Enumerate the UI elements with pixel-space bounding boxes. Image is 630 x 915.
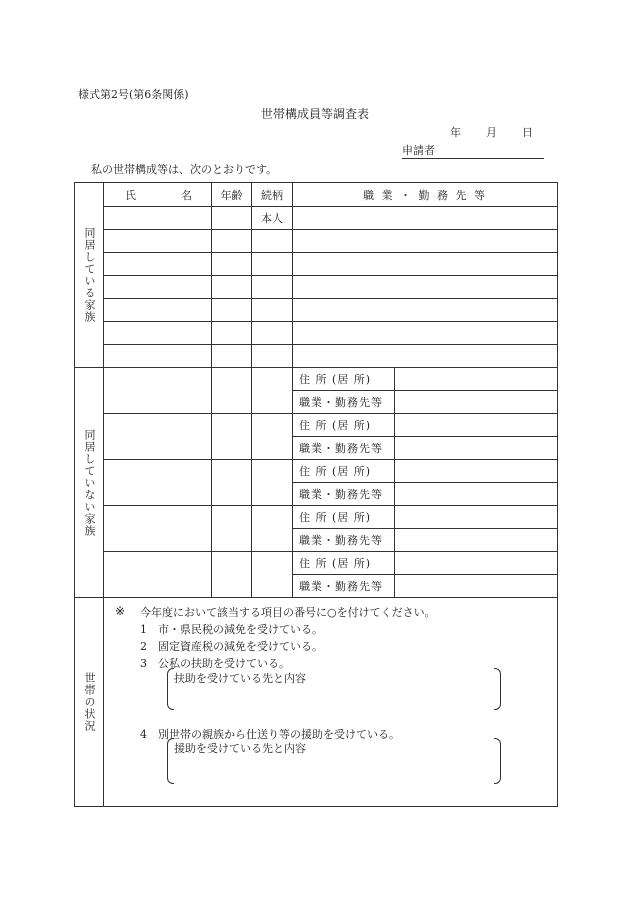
form-number: 様式第2号(第6条関係) [78,88,189,101]
cohab-relation-cell[interactable] [252,299,293,322]
item3-box-label: 扶助を受けている先と内容 [174,672,306,685]
noncohab-relation-cell[interactable] [252,506,293,552]
address-cell[interactable] [395,460,558,483]
note-mark: ※ [115,604,126,618]
item4-box-field[interactable] [174,758,490,778]
address-label: 住 所 (居 所) [293,460,395,483]
occupation-label: 職業・勤務先等 [293,391,395,414]
cohab-occupation-cell[interactable] [293,299,558,322]
status-item-1[interactable]: 1 市・県民税の減免を受けている。 [140,623,323,636]
cohab-relation-cell[interactable] [252,230,293,253]
item4-bracket-right [494,738,501,784]
cohab-name-cell[interactable] [104,253,212,276]
occupation-label: 職業・勤務先等 [293,575,395,598]
occupation-label: 職業・勤務先等 [293,483,395,506]
item4-bracket-left [167,738,174,784]
address-cell[interactable] [395,414,558,437]
noncohab-name-cell[interactable] [104,368,212,414]
page-title: 世帯構成員等調査表 [261,107,370,121]
noncohab-relation-cell[interactable] [252,552,293,598]
occupation-cell[interactable] [395,575,558,598]
cohab-age-cell[interactable] [212,230,252,253]
cohab-occupation-cell[interactable] [293,207,558,230]
cohab-occupation-cell[interactable] [293,322,558,345]
date-day: 日 [522,126,533,139]
date-year: 年 [450,126,461,139]
address-label: 住 所 (居 所) [293,368,395,391]
noncohab-relation-cell[interactable] [252,414,293,460]
cohab-age-cell[interactable] [212,276,252,299]
header-age: 年齢 [212,183,252,207]
intro-text: 私の世帯構成等は、次のとおりです。 [91,163,278,176]
noncohab-age-cell[interactable] [212,368,252,414]
status-note: 今年度において該当する項目の番号に○を付けてください。 [140,606,436,619]
header-name: 氏 名 [104,183,212,207]
occupation-cell[interactable] [395,437,558,460]
noncohab-name-cell[interactable] [104,460,212,506]
noncohab-age-cell[interactable] [212,552,252,598]
cohab-name-cell[interactable] [104,207,212,230]
status-section [104,598,558,807]
cohab-age-cell[interactable] [212,207,252,230]
cohab-name-cell[interactable] [104,345,212,368]
address-cell[interactable] [395,368,558,391]
noncohab-name-cell[interactable] [104,414,212,460]
cohab-relation-cell[interactable] [252,276,293,299]
self-relation: 本人 [252,207,293,230]
cohab-age-cell[interactable] [212,253,252,276]
noncohab-age-cell[interactable] [212,414,252,460]
noncohab-age-cell[interactable] [212,460,252,506]
status-label: 世帯の状況 [75,598,104,807]
noncohab-name-cell[interactable] [104,552,212,598]
noncohab-name-cell[interactable] [104,506,212,552]
header-occupation: 職 業 ・ 勤 務 先 等 [293,183,558,207]
occupation-cell[interactable] [395,391,558,414]
cohab-age-cell[interactable] [212,345,252,368]
item3-bracket-right [494,668,501,710]
noncohab-age-cell[interactable] [212,506,252,552]
item3-box-field[interactable] [174,686,490,704]
cohabiting-label: 同居している家族 [75,183,104,368]
cohab-age-cell[interactable] [212,299,252,322]
header-relation: 続柄 [252,183,293,207]
cohab-occupation-cell[interactable] [293,230,558,253]
noncohab-relation-cell[interactable] [252,460,293,506]
cohab-relation-cell[interactable] [252,322,293,345]
address-cell[interactable] [395,506,558,529]
cohab-name-cell[interactable] [104,322,212,345]
cohab-relation-cell[interactable] [252,253,293,276]
address-label: 住 所 (居 所) [293,506,395,529]
occupation-label: 職業・勤務先等 [293,437,395,460]
non-cohabiting-label: 同居していない家族 [75,368,104,598]
applicant-field[interactable] [402,142,544,159]
applicant-label: 申請者 [402,144,435,157]
address-label: 住 所 (居 所) [293,414,395,437]
item3-bracket-left [167,668,174,710]
date-month: 月 [486,126,497,139]
cohab-name-cell[interactable] [104,276,212,299]
cohab-occupation-cell[interactable] [293,276,558,299]
cohab-age-cell[interactable] [212,322,252,345]
cohab-occupation-cell[interactable] [293,345,558,368]
status-item-2[interactable]: 2 固定資産税の減免を受けている。 [140,640,323,653]
occupation-cell[interactable] [395,529,558,552]
item4-box-label: 援助を受けている先と内容 [174,742,306,755]
address-label: 住 所 (居 所) [293,552,395,575]
cohab-occupation-cell[interactable] [293,253,558,276]
status-item-3[interactable]: 3 公私の扶助を受けている。 [140,657,290,670]
cohab-name-cell[interactable] [104,230,212,253]
cohab-relation-cell[interactable] [252,345,293,368]
noncohab-relation-cell[interactable] [252,368,293,414]
cohab-name-cell[interactable] [104,299,212,322]
status-item-4[interactable]: 4 別世帯の親族から仕送り等の援助を受けている。 [140,728,400,741]
occupation-cell[interactable] [395,483,558,506]
address-cell[interactable] [395,552,558,575]
occupation-label: 職業・勤務先等 [293,529,395,552]
household-table [74,182,558,807]
